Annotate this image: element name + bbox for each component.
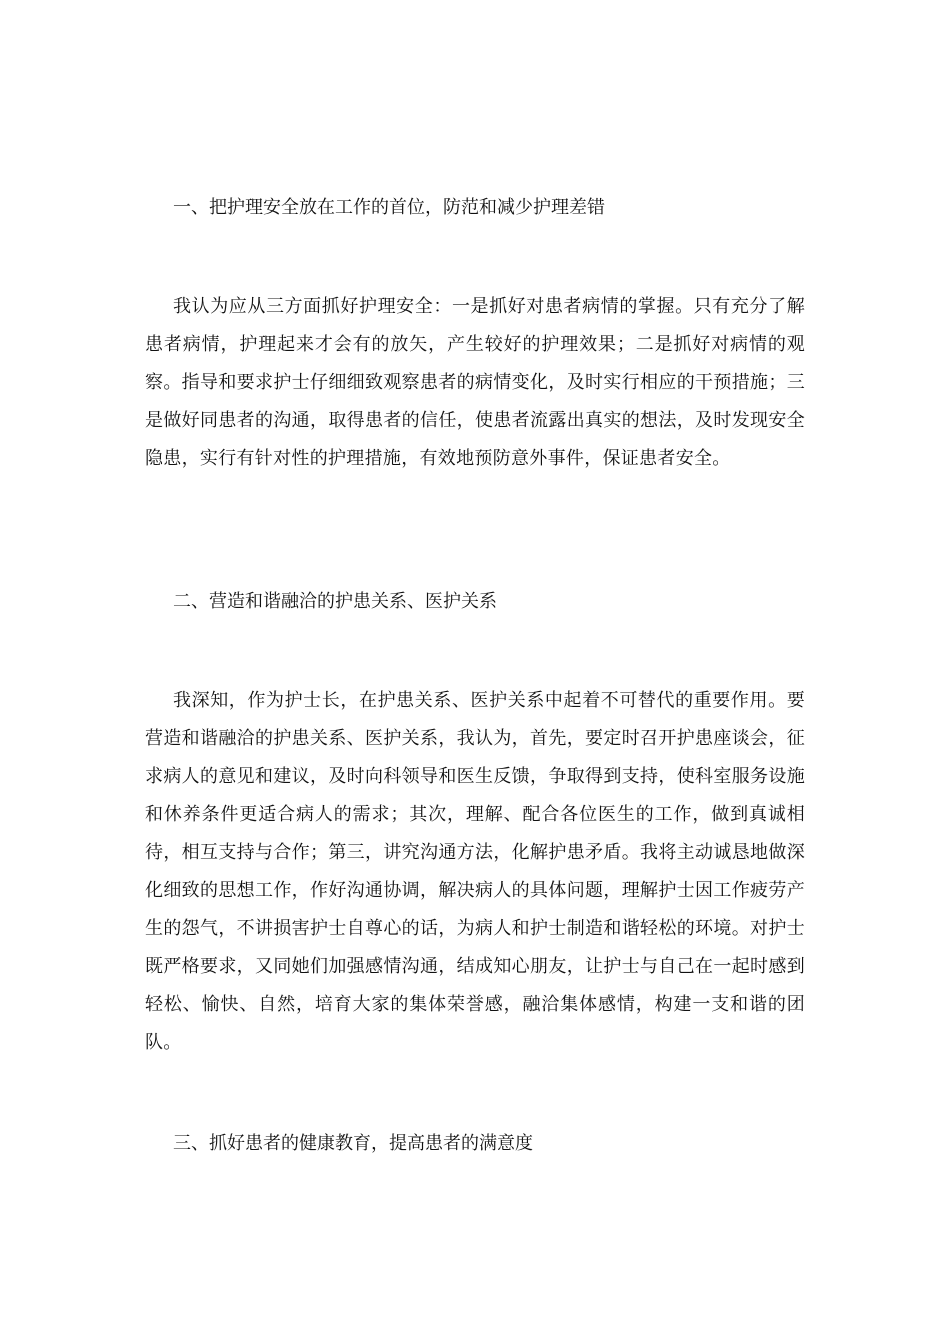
section-body-2: 我深知，作为护士长，在护患关系、医护关系中起着不可替代的重要作用。要营造和谐融洽的护患关系、医护关系，我认为，首先，要定时召开护患座谈会，征求病人的意见和建议，及时向科领导和医生反馈，争取得到支持，使科室服务设施和休养条件更适合病人的需求；其次，理解、配合各位医生的工作，做到真诚相待，相互支持与合作；第三，讲究沟通方法，化解护患矛盾。我将主动诚恳地做深化细致的思想工作，作好沟通协调，解决病人的具体问题，理解护士因工作疲劳产生的怨气，不讲损害护士自尊心的话，为病人和护士制造和谐轻松的环境。对护士既严格要求，又同她们加强感情沟通，结成知心朋友，让护士与自己在一起时感到轻松、愉快、自然，培育大家的集体荣誉感，融洽集体感情，构建一支和谐的团队。 <box>145 690 805 1053</box>
section-heading-2: 二、营造和谐融洽的护患关系、医护关系 <box>173 591 497 612</box>
section-heading-1: 一、把护理安全放在工作的首位，防范和减少护理差错 <box>173 197 605 218</box>
section-body-1: 我认为应从三方面抓好护理安全：一是抓好对患者病情的掌握。只有充分了解患者病情，护理起来才会有的放矢，产生较好的护理效果；二是抓好对病情的观察。指导和要求护士仔细细致观察患者的病情变化，及时实行相应的干预措施；三是做好同患者的沟通，取得患者的信任，使患者流露出真实的想法，及时发现安全隐患，实行有针对性的护理措施，有效地预防意外事件，保证患者安全。 <box>145 296 805 469</box>
section-heading-3: 三、抓好患者的健康教育，提高患者的满意度 <box>173 1133 533 1154</box>
